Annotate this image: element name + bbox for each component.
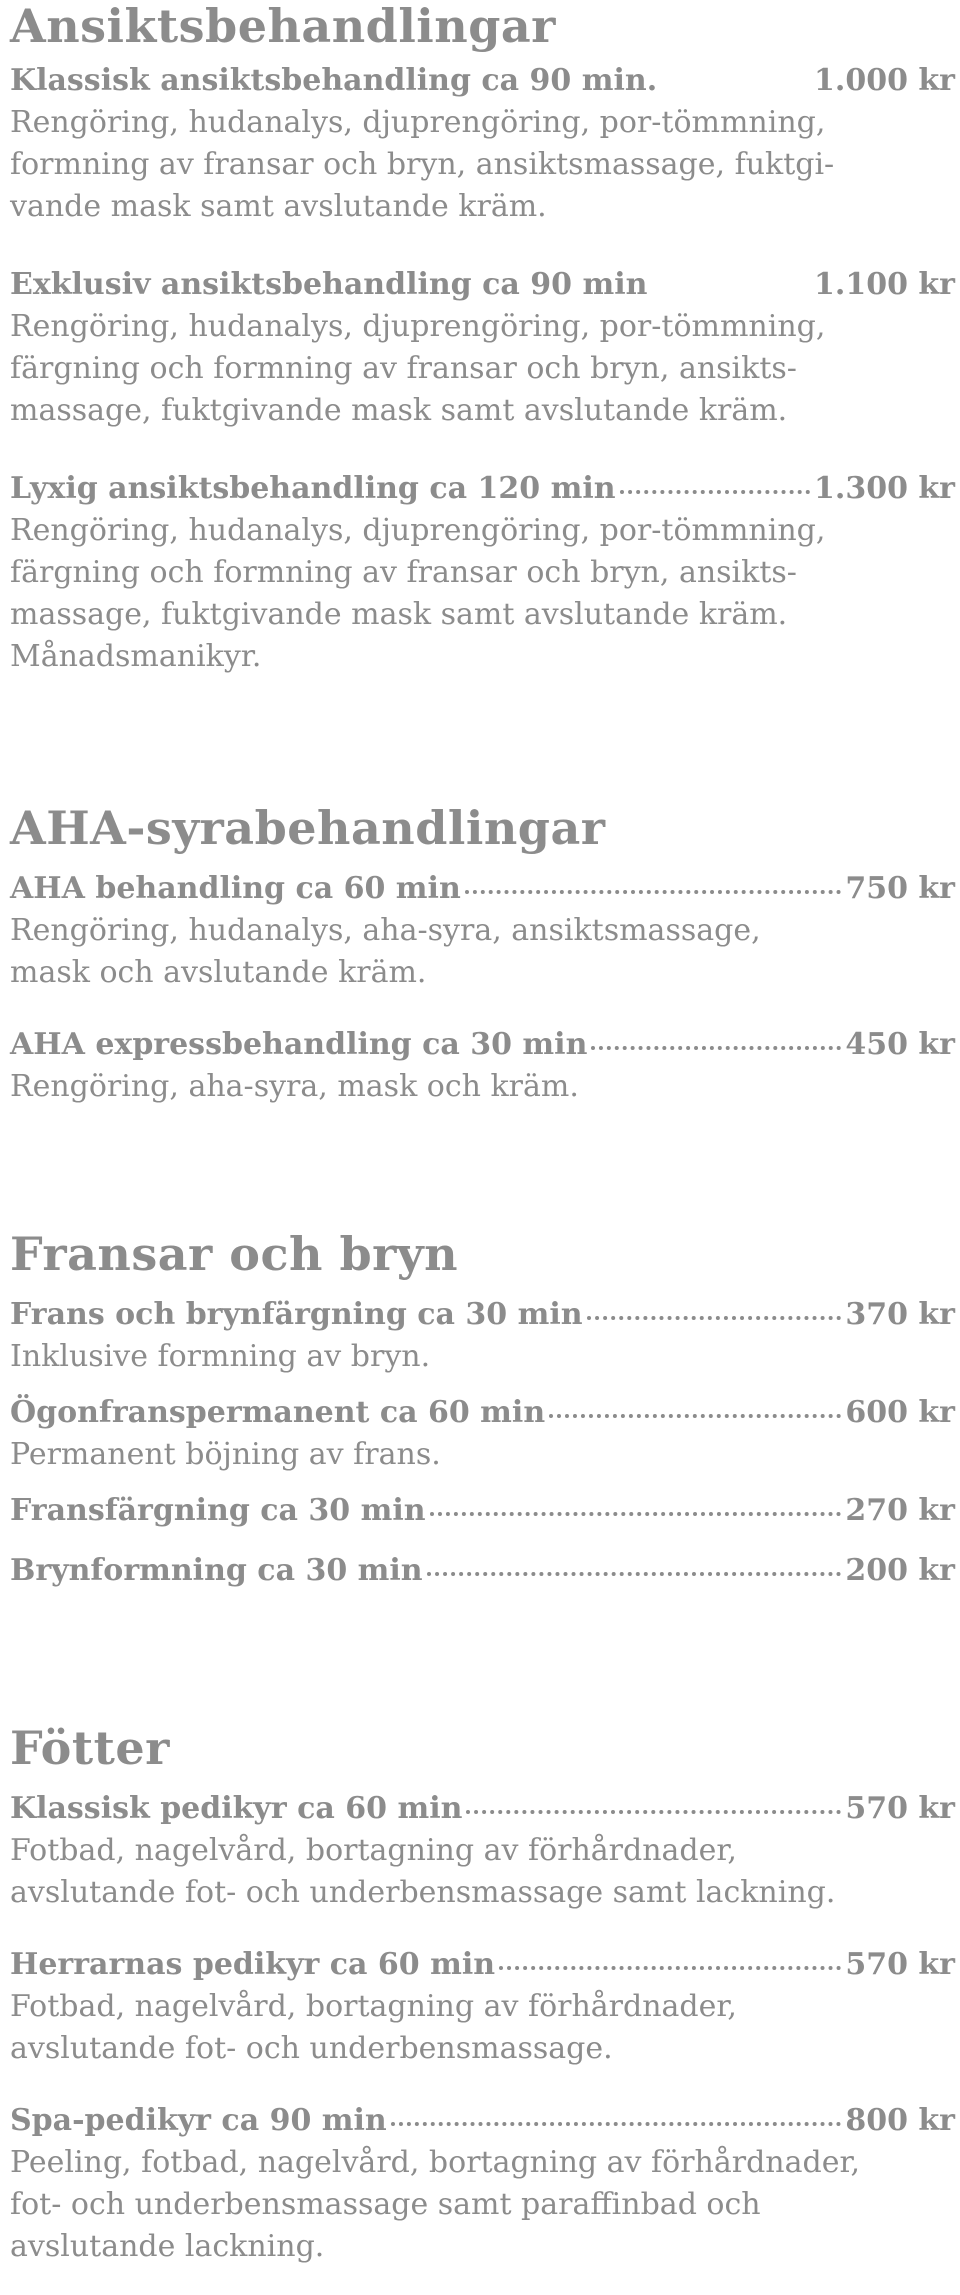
service-price: 450 kr (845, 1027, 955, 1062)
section-title: Ansiktsbehandlingar (10, 0, 556, 53)
leader-dots (465, 890, 842, 894)
service-desc-line: Rengöring, hudanalys, aha-syra, ansiktsmassage, (10, 913, 761, 948)
service-price: 1.000 kr (814, 63, 955, 98)
service-item (10, 60, 955, 228)
service-item (10, 468, 955, 678)
leader-dots (427, 1572, 842, 1576)
service-price: 1.300 kr (814, 471, 955, 506)
service-desc-line: Fotbad, nagelvård, bortagning av förhårdnader, (10, 1833, 737, 1868)
service-item (10, 1788, 955, 1914)
service-name: Herrarnas pedikyr ca 60 min (10, 1947, 496, 1982)
service-price: 800 kr (845, 2103, 955, 2138)
section-title: Fransar och bryn (10, 1227, 459, 1281)
section-fotter (10, 1720, 955, 2268)
leader-dots (591, 1046, 841, 1050)
service-desc-line: Rengöring, hudanalys, djuprengöring, por-tömmning, (10, 513, 826, 548)
service-item (10, 1294, 955, 1378)
service-name: Exklusiv ansiktsbehandling ca 90 min (10, 267, 648, 302)
service-item (10, 264, 955, 432)
service-item (10, 1024, 955, 1108)
service-desc-line: avslutande fot- och underbensmassage. (10, 2031, 613, 2066)
service-desc-line: avslutande fot- och underbensmassage samt lackning. (10, 1875, 836, 1910)
service-desc-line: fot- och underbensmassage samt paraffinbad och (10, 2187, 761, 2222)
service-name: Klassisk pedikyr ca 60 min (10, 1791, 463, 1826)
service-desc-line: Inklusive formning av bryn. (10, 1339, 431, 1374)
service-desc-line: Rengöring, hudanalys, djuprengöring, por-tömmning, (10, 105, 826, 140)
service-desc-line: Fotbad, nagelvård, bortagning av förhårdnader, (10, 1989, 737, 2024)
service-name: Spa-pedikyr ca 90 min (10, 2103, 387, 2138)
service-price: 200 kr (845, 1553, 955, 1588)
service-name: Brynformning ca 30 min (10, 1553, 423, 1588)
service-price: 1.100 kr (814, 267, 955, 302)
section-title: Fötter (10, 1721, 170, 1775)
section-title: AHA-syrabehandlingar (10, 801, 606, 855)
section-ansiktsbehandlingar (10, 0, 955, 678)
service-price: 750 kr (845, 871, 955, 906)
service-item (10, 2100, 955, 2268)
service-price: 570 kr (845, 1791, 955, 1826)
service-desc-line: vande mask samt avslutande kräm. (10, 189, 547, 224)
service-desc-line: mask och avslutande kräm. (10, 955, 427, 990)
service-desc-line: Månadsmanikyr. (10, 639, 262, 674)
leader-dots (549, 1414, 841, 1418)
service-desc-line: massage, fuktgivande mask samt avslutande kräm. (10, 597, 788, 632)
service-name: Fransfärgning ca 30 min (10, 1493, 426, 1528)
service-desc-line: Rengöring, hudanalys, djuprengöring, por-tömmning, (10, 309, 826, 344)
service-item (10, 1490, 955, 1532)
service-name: Lyxig ansiktsbehandling ca 120 min (10, 471, 616, 506)
service-item (10, 868, 955, 994)
section-fransar-och-bryn (10, 1226, 955, 1592)
service-price: 270 kr (845, 1493, 955, 1528)
leader-dots (587, 1316, 842, 1320)
leader-dots (620, 490, 810, 494)
service-desc-line: färgning och formning av fransar och bryn, ansikts- (10, 555, 797, 590)
service-name: Klassisk ansiktsbehandling ca 90 min. (10, 63, 658, 98)
service-desc-line: massage, fuktgivande mask samt avslutande kräm. (10, 393, 788, 428)
service-price: 600 kr (845, 1395, 955, 1430)
service-item (10, 1392, 955, 1476)
service-item (10, 1944, 955, 2070)
service-name: AHA behandling ca 60 min (10, 871, 461, 906)
service-name: Frans och brynfärgning ca 30 min (10, 1297, 583, 1332)
service-price: 370 kr (845, 1297, 955, 1332)
service-name: AHA expressbehandling ca 30 min (10, 1027, 588, 1062)
service-price: 570 kr (845, 1947, 955, 1982)
service-item (10, 1550, 955, 1592)
service-desc-line: avslutande lackning. (10, 2229, 325, 2264)
service-desc-line: Permanent böjning av frans. (10, 1437, 441, 1472)
service-desc-line: Rengöring, aha-syra, mask och kräm. (10, 1069, 579, 1104)
leader-dots (499, 1966, 841, 1970)
service-desc-line: färgning och formning av fransar och bryn, ansikts- (10, 351, 797, 386)
service-desc-line: formning av fransar och bryn, ansiktsmassage, fuktgi- (10, 147, 835, 182)
leader-dots (466, 1810, 841, 1814)
leader-dots (391, 2122, 842, 2126)
leader-dots (430, 1512, 842, 1516)
service-desc-line: Peeling, fotbad, nagelvård, bortagning av förhårdnader, (10, 2145, 861, 2180)
service-name: Ögonfranspermanent ca 60 min (10, 1395, 546, 1430)
section-aha-syrabehandlingar (10, 800, 955, 1108)
